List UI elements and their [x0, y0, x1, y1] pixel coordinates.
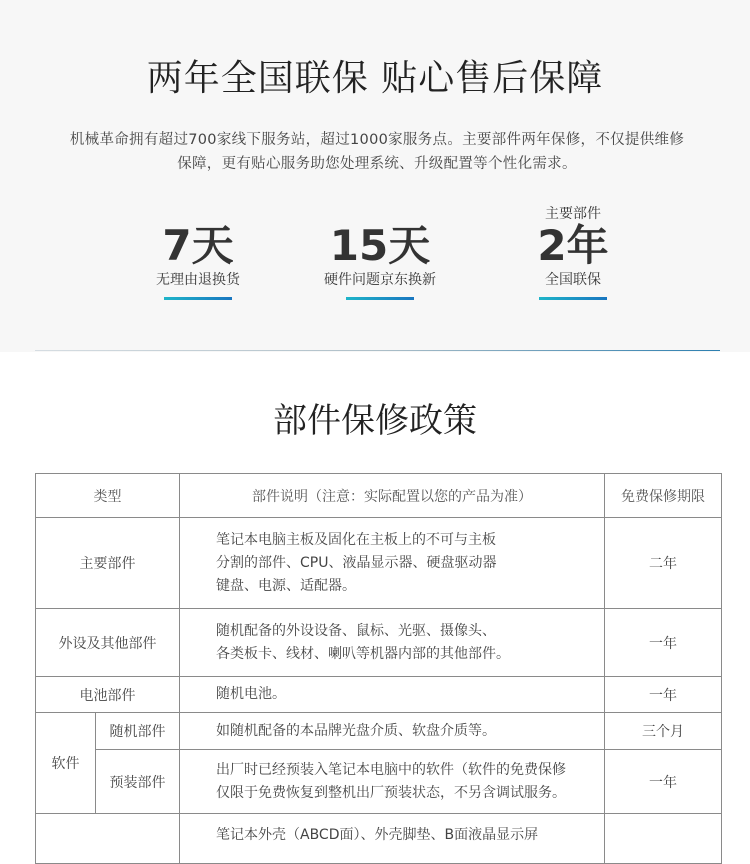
row-period: 一年	[605, 677, 722, 713]
section-title: 部件保修政策	[273, 401, 477, 441]
stat-value: 2年	[537, 221, 609, 270]
table-row	[36, 713, 722, 750]
stat-7-day-return	[113, 205, 283, 300]
table-row	[36, 609, 722, 677]
intro-line-2: 保障，更有贴心服务助您处理系统、升级配置等个性化需求。	[177, 156, 577, 172]
table-row	[36, 750, 722, 814]
row-period: 一年	[605, 750, 722, 814]
desc-line: 仅限于免费恢复到整机出厂预装状态，不另含调试服务。	[216, 784, 566, 801]
table-header-row	[36, 474, 722, 518]
warranty-policy-table	[35, 473, 722, 864]
row-period: 三个月	[605, 713, 722, 750]
stat-label: 无理由退换货	[156, 272, 240, 288]
intro-line-1: 机械革命拥有超过700家线下服务站，超过1000家服务点。主要部件两年保修，不仅提供维修	[69, 132, 685, 148]
row-period: 一年	[605, 609, 722, 677]
row-category: 电池部件	[36, 677, 180, 713]
desc-line: 键盘、电源、适配器。	[216, 577, 356, 594]
row-description	[180, 518, 605, 609]
stat-value: 7天	[162, 221, 234, 270]
row-subcategory: 预装部件	[96, 750, 180, 814]
desc-line: 笔记本电脑主板及固化在主板上的不可与主板	[216, 531, 496, 548]
stat-underline	[539, 297, 607, 300]
stat-underline	[346, 297, 414, 300]
row-category: 主要部件	[36, 518, 180, 609]
row-description: 笔记本外壳（ABCD面）、外壳脚垫、B面液晶显示屏	[180, 814, 605, 864]
row-period	[605, 814, 722, 864]
row-description	[180, 750, 605, 814]
header-description: 部件说明（注意：实际配置以您的产品为准）	[180, 474, 605, 518]
stat-underline	[164, 297, 232, 300]
desc-line: 各类板卡、线材、喇叭等机器内部的其他部件。	[216, 645, 510, 662]
row-period: 二年	[605, 518, 722, 609]
desc-line: 随机配备的外设设备、鼠标、光驱、摄像头、	[216, 622, 496, 639]
stat-label: 全国联保	[545, 272, 601, 288]
row-category	[36, 814, 180, 864]
stat-label: 硬件问题京东换新	[324, 272, 436, 288]
table-row	[36, 518, 722, 609]
stat-value: 15天	[329, 221, 431, 270]
header-warranty-period: 免费保修期限	[605, 474, 722, 518]
row-description: 如随机配备的本品牌光盘介质、软盘介质等。	[180, 713, 605, 750]
table-row	[36, 677, 722, 713]
row-description	[180, 609, 605, 677]
row-subcategory: 随机部件	[96, 713, 180, 750]
row-category: 外设及其他部件	[36, 609, 180, 677]
header-type: 类型	[36, 474, 180, 518]
stat-15-day-exchange	[295, 205, 465, 300]
table-row	[36, 814, 722, 864]
stat-2-year-warranty	[488, 205, 658, 300]
section-divider	[35, 350, 720, 351]
stat-pre: 主要部件	[545, 206, 601, 222]
page-title: 两年全国联保 贴心售后保障	[146, 58, 604, 99]
desc-line: 分割的部件、CPU、液晶显示器、硬盘驱动器	[216, 554, 497, 571]
desc-line: 出厂时已经预装入笔记本电脑中的软件（软件的免费保修	[216, 761, 566, 778]
warranty-banner	[0, 0, 750, 352]
intro-text	[32, 128, 722, 176]
row-description: 随机电池。	[180, 677, 605, 713]
row-category: 软件	[36, 713, 96, 814]
